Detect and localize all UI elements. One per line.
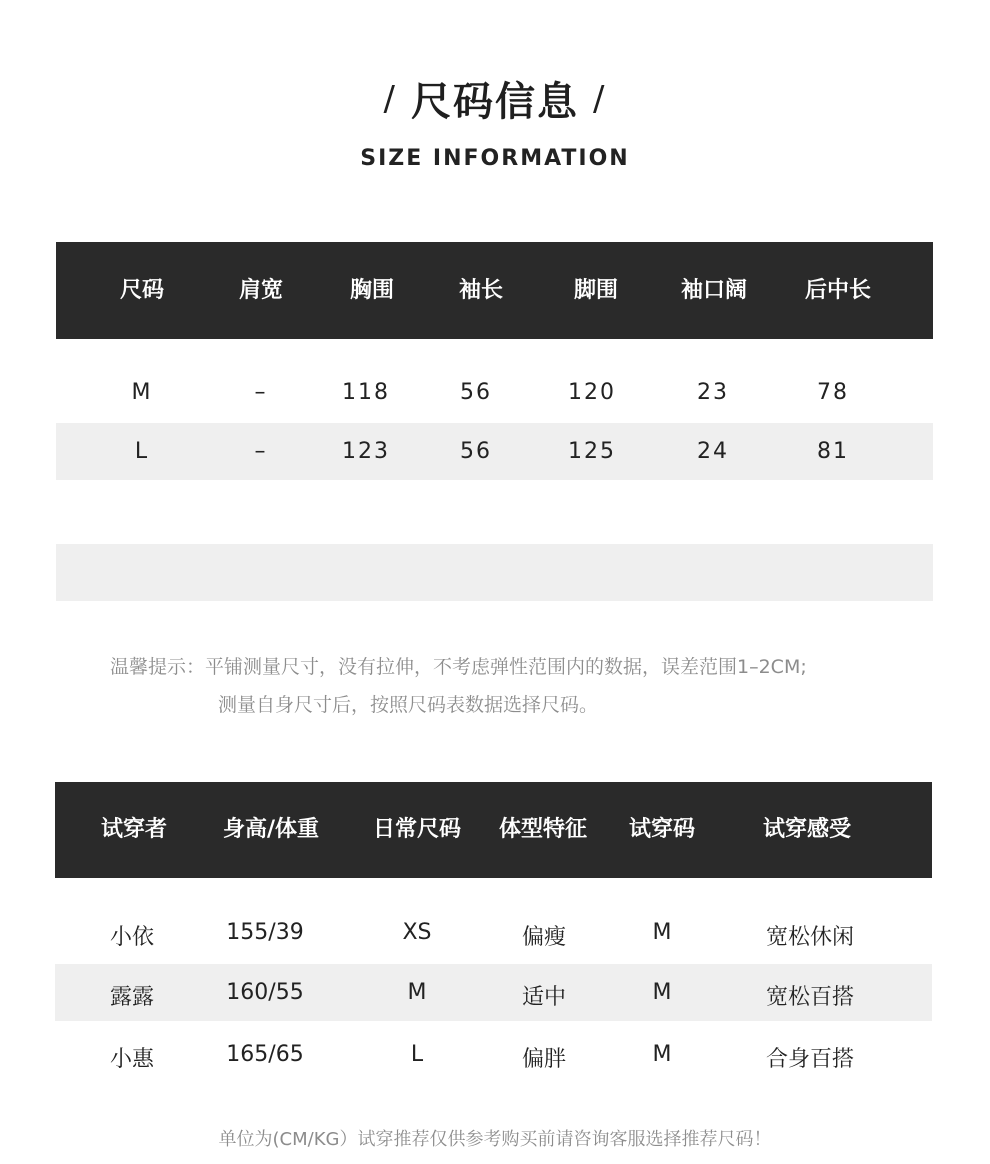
feeling-cell: 宽松百搭 xyxy=(765,985,855,1010)
size-cell: M xyxy=(131,380,153,405)
daily-cell: XS xyxy=(402,920,432,945)
feeling-cell: 合身百搭 xyxy=(765,1047,855,1072)
tryon-size-cell: M xyxy=(652,920,672,945)
size-cell: L xyxy=(134,439,150,464)
size-header-back-length: 后中长 xyxy=(804,278,872,303)
tryon-header-feeling: 试穿感受 xyxy=(762,817,852,842)
body-cell: 偏瘦 xyxy=(521,925,567,950)
body-cell: 偏胖 xyxy=(521,1047,567,1072)
size-table xyxy=(56,242,933,602)
size-header-sleeve: 袖长 xyxy=(458,278,504,303)
size-header-shoulder: 肩宽 xyxy=(238,278,284,303)
model-cell: 露露 xyxy=(109,985,155,1010)
shoulder-cell: – xyxy=(254,439,268,464)
daily-cell: M xyxy=(407,980,427,1005)
model-cell: 小依 xyxy=(109,925,155,950)
tryon-header-size: 试穿码 xyxy=(628,817,696,842)
cuff-cell: 24 xyxy=(697,439,729,464)
title-text: 尺码信息 xyxy=(411,79,579,125)
table-row xyxy=(56,366,933,422)
hem-cell: 120 xyxy=(568,380,616,405)
size-table-header xyxy=(56,242,933,339)
size-header-size: 尺码 xyxy=(119,278,165,303)
cuff-cell: 23 xyxy=(697,380,729,405)
body-cell: 适中 xyxy=(521,985,567,1010)
page-subtitle: SIZE INFORMATION xyxy=(360,146,630,171)
model-cell: 小惠 xyxy=(109,1047,155,1072)
size-header-chest: 胸围 xyxy=(349,278,395,303)
table-row-empty xyxy=(56,544,933,601)
chest-cell: 123 xyxy=(342,439,390,464)
title-block xyxy=(0,70,990,127)
back-length-cell: 78 xyxy=(817,380,849,405)
note-line-2: 测量自身尺寸后，按照尺码表数据选择尺码。 xyxy=(218,694,599,716)
page-title xyxy=(384,70,607,127)
daily-cell: L xyxy=(410,1042,424,1067)
back-length-cell: 81 xyxy=(817,439,849,464)
measurement-note xyxy=(110,648,807,724)
shoulder-cell: – xyxy=(254,380,268,405)
tryon-header-hw: 身高/体重 xyxy=(222,817,320,842)
tryon-header-model: 试穿者 xyxy=(100,817,168,842)
sleeve-cell: 56 xyxy=(460,380,492,405)
tryon-table-header xyxy=(55,782,932,878)
table-row xyxy=(56,423,933,480)
hw-cell: 165/65 xyxy=(226,1042,304,1067)
tryon-header-daily: 日常尺码 xyxy=(372,817,462,842)
title-slash-right: / xyxy=(593,78,607,119)
sleeve-cell: 56 xyxy=(460,439,492,464)
chest-cell: 118 xyxy=(342,380,390,405)
title-slash-left: / xyxy=(383,78,397,119)
table-row xyxy=(55,904,932,962)
note-line-1: 温馨提示：平铺测量尺寸，没有拉伸，不考虑弹性范围内的数据，误差范围1–2CM; xyxy=(110,656,807,678)
hw-cell: 155/39 xyxy=(226,920,304,945)
tryon-size-cell: M xyxy=(652,980,672,1005)
hem-cell: 125 xyxy=(568,439,616,464)
size-header-hem: 脚围 xyxy=(573,278,619,303)
hw-cell: 160/55 xyxy=(226,980,304,1005)
footer-note: 单位为(CM/KG）试穿推荐仅供参考购买前请咨询客服选择推荐尺码！ xyxy=(218,1129,772,1150)
feeling-cell: 宽松休闲 xyxy=(765,925,855,950)
table-row xyxy=(55,1026,932,1084)
tryon-table xyxy=(55,782,932,1092)
tryon-size-cell: M xyxy=(652,1042,672,1067)
table-row xyxy=(55,964,932,1021)
tryon-header-body: 体型特征 xyxy=(498,817,588,842)
size-header-cuff: 袖口阔 xyxy=(680,278,748,303)
